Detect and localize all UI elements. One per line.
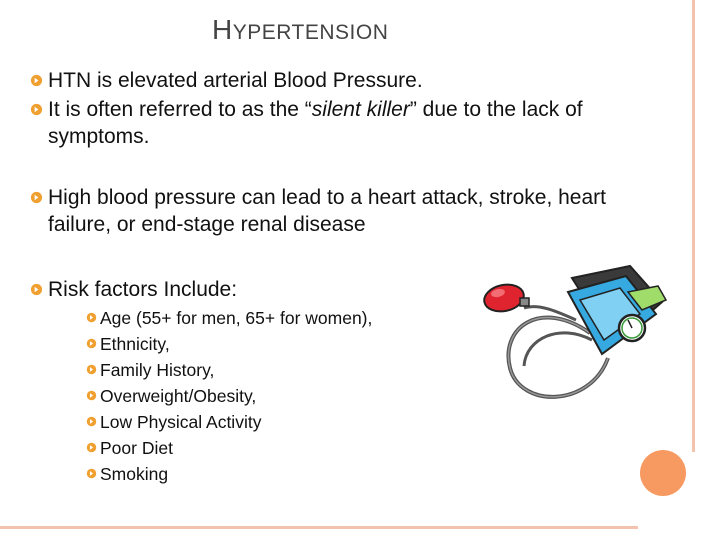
bullet-text [30, 96, 688, 150]
title-first-letter: H [212, 14, 233, 45]
bullet-text: High blood pressure can lead to a heart attack, stroke, heart failure, or end-stage renal disease [48, 186, 606, 236]
sub-bullet-icon [86, 312, 97, 323]
sub-bullet-text: Age (55+ for men, 65+ for women), [100, 308, 373, 328]
sub-bullet-icon [86, 442, 97, 453]
sub-bullet-icon [86, 390, 97, 401]
sub-bullet-ethnicity [86, 331, 170, 357]
sub-bullet-text: Family History, [100, 360, 215, 380]
blood-pressure-cuff-icon [480, 258, 670, 408]
bullet-circle-icon [30, 283, 43, 296]
bullet-text-italic: silent killer [311, 98, 410, 121]
slide-title [212, 14, 388, 50]
bullet-circle-icon [30, 191, 43, 204]
sub-bullet-icon [86, 416, 97, 427]
sub-bullet-text: Ethnicity, [100, 334, 170, 354]
bullet-text-after: ” due to the lack of symptoms. [48, 98, 583, 148]
sub-bullet-family-history [86, 357, 214, 383]
corner-circle-decoration [640, 450, 686, 496]
sub-bullet-text: Smoking [100, 464, 169, 484]
bullet-circle-icon [30, 103, 43, 116]
bullet-1 [30, 67, 688, 94]
sub-bullet-text: Poor Diet [100, 438, 173, 458]
sub-bullet-icon [86, 468, 97, 479]
frame-vertical-line [692, 0, 695, 452]
sub-bullet-physical-activity [86, 409, 261, 435]
bullet-text: Risk factors Include: [48, 278, 238, 301]
title-rest: YPERTENSION [232, 21, 389, 44]
bullet-3 [30, 184, 648, 238]
bullet-circle-icon [30, 74, 43, 87]
sub-bullet-text: Low Physical Activity [100, 412, 262, 432]
sub-bullet-text: Overweight/Obesity, [100, 386, 257, 406]
sub-bullet-age [86, 305, 372, 331]
bullet-2 [30, 96, 688, 150]
sub-bullet-overweight [86, 383, 256, 409]
frame-horizontal-line [0, 526, 638, 529]
sub-bullet-smoking [86, 461, 168, 487]
bullet-text: HTN is elevated arterial Blood Pressure. [48, 69, 423, 92]
bullet-text-before: It is often referred to as the “ [48, 98, 312, 121]
sub-bullet-icon [86, 364, 97, 375]
sub-bullet-icon [86, 338, 97, 349]
sub-bullet-poor-diet [86, 435, 173, 461]
